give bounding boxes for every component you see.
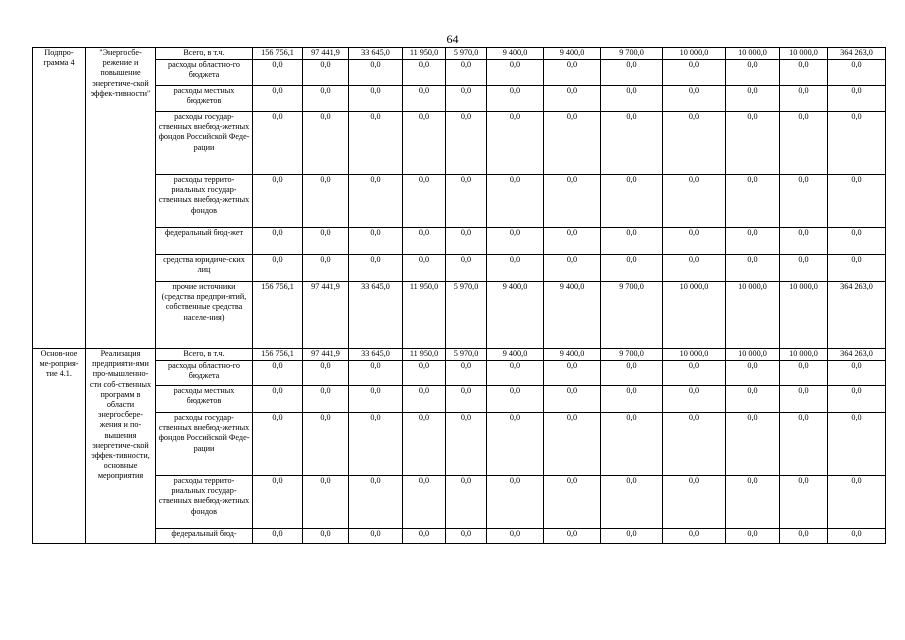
funding-source-cell: расходы местных бюджетов [156, 386, 253, 413]
amount-cell-y9: 0,0 [726, 413, 780, 476]
amount-cell-y10: 0,0 [780, 228, 828, 255]
table-row [33, 86, 886, 112]
amount-cell-y5: 0,0 [487, 112, 544, 175]
amount-cell-y9: 0,0 [726, 60, 780, 86]
program-name-cell: Реализация предприяти-ями про-мышленно-сти соб-ственных программ в области энергосбере-жения и по-вышения энергетиче-ской эффек-тивности, основные мероприятия [86, 349, 156, 544]
amount-cell-y8: 0,0 [663, 413, 726, 476]
amount-cell-y2: 0,0 [349, 255, 403, 282]
amount-cell-y6: 0,0 [544, 529, 601, 544]
amount-cell-y11: 364 263,0 [828, 48, 886, 60]
amount-cell-y6: 0,0 [544, 228, 601, 255]
amount-cell-y4: 0,0 [446, 86, 487, 112]
amount-cell-y10: 0,0 [780, 413, 828, 476]
amount-cell-total: 0,0 [253, 476, 303, 529]
amount-cell-y4: 0,0 [446, 255, 487, 282]
funding-source-cell: Всего, в т.ч. [156, 349, 253, 361]
amount-cell-total: 0,0 [253, 112, 303, 175]
amount-cell-y3: 11 950,0 [403, 48, 446, 60]
amount-cell-y4: 0,0 [446, 361, 487, 386]
program-name-cell: "Энергосбе-режение и повышение энергетиче-ской эффек-тивности" [86, 48, 156, 349]
amount-cell-y1: 0,0 [303, 413, 349, 476]
amount-cell-y1: 0,0 [303, 386, 349, 413]
amount-cell-total: 156 756,1 [253, 349, 303, 361]
amount-cell-y5: 0,0 [487, 255, 544, 282]
amount-cell-y8: 0,0 [663, 361, 726, 386]
funding-source-cell: Всего, в т.ч. [156, 48, 253, 60]
amount-cell-y9: 10 000,0 [726, 48, 780, 60]
amount-cell-y6: 0,0 [544, 476, 601, 529]
amount-cell-y9: 10 000,0 [726, 349, 780, 361]
amount-cell-y8: 0,0 [663, 60, 726, 86]
amount-cell-y4: 0,0 [446, 476, 487, 529]
amount-cell-y8: 0,0 [663, 476, 726, 529]
amount-cell-y10: 10 000,0 [780, 349, 828, 361]
amount-cell-y9: 0,0 [726, 476, 780, 529]
amount-cell-y1: 0,0 [303, 529, 349, 544]
amount-cell-total: 0,0 [253, 413, 303, 476]
amount-cell-y11: 0,0 [828, 361, 886, 386]
amount-cell-y1: 97 441,9 [303, 282, 349, 349]
funding-table [32, 47, 886, 544]
amount-cell-y7: 0,0 [601, 112, 663, 175]
amount-cell-y4: 5 970,0 [446, 349, 487, 361]
amount-cell-y2: 0,0 [349, 413, 403, 476]
amount-cell-y11: 364 263,0 [828, 282, 886, 349]
amount-cell-y6: 9 400,0 [544, 282, 601, 349]
amount-cell-y5: 0,0 [487, 361, 544, 386]
amount-cell-y5: 0,0 [487, 60, 544, 86]
table-row [33, 112, 886, 175]
amount-cell-y11: 0,0 [828, 529, 886, 544]
amount-cell-y7: 0,0 [601, 413, 663, 476]
amount-cell-y2: 33 645,0 [349, 282, 403, 349]
amount-cell-y7: 9 700,0 [601, 349, 663, 361]
amount-cell-y3: 0,0 [403, 255, 446, 282]
funding-source-cell: расходы областно-го бюджета [156, 60, 253, 86]
amount-cell-y1: 0,0 [303, 476, 349, 529]
amount-cell-y9: 0,0 [726, 228, 780, 255]
amount-cell-y7: 0,0 [601, 361, 663, 386]
amount-cell-y11: 0,0 [828, 413, 886, 476]
amount-cell-y1: 0,0 [303, 255, 349, 282]
amount-cell-y4: 0,0 [446, 112, 487, 175]
amount-cell-y3: 0,0 [403, 361, 446, 386]
amount-cell-y7: 0,0 [601, 386, 663, 413]
table-row [33, 529, 886, 544]
amount-cell-y1: 0,0 [303, 60, 349, 86]
amount-cell-y9: 0,0 [726, 361, 780, 386]
amount-cell-y5: 9 400,0 [487, 48, 544, 60]
amount-cell-total: 156 756,1 [253, 48, 303, 60]
amount-cell-y4: 0,0 [446, 386, 487, 413]
amount-cell-y6: 0,0 [544, 175, 601, 228]
table-row [33, 386, 886, 413]
amount-cell-y7: 9 700,0 [601, 48, 663, 60]
funding-source-cell: федеральный бюд- [156, 529, 253, 544]
funding-source-cell: расходы государ-ственных внебюд-жетных фондов Российской Феде-рации [156, 413, 253, 476]
amount-cell-y4: 5 970,0 [446, 48, 487, 60]
amount-cell-y2: 0,0 [349, 386, 403, 413]
amount-cell-y7: 0,0 [601, 476, 663, 529]
amount-cell-y2: 0,0 [349, 529, 403, 544]
amount-cell-y9: 10 000,0 [726, 282, 780, 349]
table-row [33, 476, 886, 529]
amount-cell-y9: 0,0 [726, 255, 780, 282]
amount-cell-y9: 0,0 [726, 175, 780, 228]
amount-cell-y2: 0,0 [349, 112, 403, 175]
table-row [33, 228, 886, 255]
amount-cell-y11: 0,0 [828, 228, 886, 255]
amount-cell-y3: 0,0 [403, 228, 446, 255]
amount-cell-y5: 0,0 [487, 476, 544, 529]
amount-cell-y10: 0,0 [780, 112, 828, 175]
amount-cell-y2: 0,0 [349, 361, 403, 386]
amount-cell-y11: 0,0 [828, 86, 886, 112]
amount-cell-y1: 97 441,9 [303, 349, 349, 361]
amount-cell-y5: 0,0 [487, 86, 544, 112]
table-row [33, 282, 886, 349]
amount-cell-y9: 0,0 [726, 112, 780, 175]
amount-cell-total: 0,0 [253, 361, 303, 386]
amount-cell-y2: 0,0 [349, 476, 403, 529]
amount-cell-y8: 0,0 [663, 112, 726, 175]
funding-source-cell: расходы областно-го бюджета [156, 361, 253, 386]
amount-cell-y2: 0,0 [349, 175, 403, 228]
amount-cell-y6: 0,0 [544, 112, 601, 175]
table-body [33, 48, 886, 544]
amount-cell-y4: 5 970,0 [446, 282, 487, 349]
amount-cell-y6: 0,0 [544, 386, 601, 413]
amount-cell-y7: 0,0 [601, 86, 663, 112]
table-row [33, 48, 886, 60]
amount-cell-y4: 0,0 [446, 529, 487, 544]
amount-cell-y2: 0,0 [349, 60, 403, 86]
funding-source-cell: средства юридиче-ских лиц [156, 255, 253, 282]
amount-cell-y6: 9 400,0 [544, 349, 601, 361]
amount-cell-y4: 0,0 [446, 228, 487, 255]
amount-cell-y1: 97 441,9 [303, 48, 349, 60]
amount-cell-y11: 0,0 [828, 255, 886, 282]
amount-cell-y3: 11 950,0 [403, 282, 446, 349]
amount-cell-y1: 0,0 [303, 112, 349, 175]
amount-cell-y8: 0,0 [663, 255, 726, 282]
program-status-cell: Основ-ное ме-роприя-тие 4.1. [33, 349, 86, 544]
amount-cell-y8: 10 000,0 [663, 349, 726, 361]
amount-cell-y3: 11 950,0 [403, 349, 446, 361]
amount-cell-y3: 0,0 [403, 175, 446, 228]
funding-source-cell: расходы террито-риальных государ-ственных внебюд-жетных фондов [156, 175, 253, 228]
amount-cell-y6: 9 400,0 [544, 48, 601, 60]
amount-cell-y5: 0,0 [487, 228, 544, 255]
amount-cell-y11: 364 263,0 [828, 349, 886, 361]
funding-source-cell: прочие источники (средства предпри-ятий, собственные средства населе-ния) [156, 282, 253, 349]
amount-cell-total: 0,0 [253, 175, 303, 228]
amount-cell-y10: 0,0 [780, 255, 828, 282]
amount-cell-y7: 0,0 [601, 175, 663, 228]
amount-cell-y5: 0,0 [487, 175, 544, 228]
amount-cell-y10: 0,0 [780, 86, 828, 112]
amount-cell-y6: 0,0 [544, 86, 601, 112]
amount-cell-y7: 9 700,0 [601, 282, 663, 349]
table-row [33, 255, 886, 282]
amount-cell-y5: 0,0 [487, 529, 544, 544]
amount-cell-total: 0,0 [253, 386, 303, 413]
table-row [33, 175, 886, 228]
amount-cell-total: 0,0 [253, 255, 303, 282]
amount-cell-y10: 0,0 [780, 476, 828, 529]
amount-cell-y8: 0,0 [663, 86, 726, 112]
funding-source-cell: расходы государ-ственных внебюд-жетных фондов Российской Феде-рации [156, 112, 253, 175]
amount-cell-y7: 0,0 [601, 60, 663, 86]
amount-cell-y4: 0,0 [446, 175, 487, 228]
amount-cell-y8: 10 000,0 [663, 282, 726, 349]
amount-cell-y3: 0,0 [403, 413, 446, 476]
amount-cell-y7: 0,0 [601, 228, 663, 255]
amount-cell-y10: 0,0 [780, 361, 828, 386]
amount-cell-y8: 0,0 [663, 529, 726, 544]
amount-cell-y5: 0,0 [487, 413, 544, 476]
amount-cell-y3: 0,0 [403, 476, 446, 529]
amount-cell-y10: 0,0 [780, 529, 828, 544]
funding-source-cell: расходы местных бюджетов [156, 86, 253, 112]
amount-cell-y3: 0,0 [403, 112, 446, 175]
amount-cell-y7: 0,0 [601, 529, 663, 544]
amount-cell-y4: 0,0 [446, 60, 487, 86]
amount-cell-y5: 9 400,0 [487, 349, 544, 361]
table-row [33, 60, 886, 86]
amount-cell-y3: 0,0 [403, 386, 446, 413]
amount-cell-y6: 0,0 [544, 413, 601, 476]
amount-cell-y2: 0,0 [349, 228, 403, 255]
amount-cell-y11: 0,0 [828, 476, 886, 529]
funding-source-cell: расходы террито-риальных государ-ственных внебюд-жетных фондов [156, 476, 253, 529]
amount-cell-y2: 33 645,0 [349, 48, 403, 60]
amount-cell-y6: 0,0 [544, 255, 601, 282]
amount-cell-y1: 0,0 [303, 361, 349, 386]
amount-cell-y3: 0,0 [403, 86, 446, 112]
amount-cell-y9: 0,0 [726, 86, 780, 112]
table-row [33, 349, 886, 361]
amount-cell-y1: 0,0 [303, 86, 349, 112]
amount-cell-y9: 0,0 [726, 529, 780, 544]
amount-cell-y11: 0,0 [828, 175, 886, 228]
program-status-cell: Подпро-грамма 4 [33, 48, 86, 349]
amount-cell-y2: 0,0 [349, 86, 403, 112]
amount-cell-y6: 0,0 [544, 361, 601, 386]
amount-cell-total: 0,0 [253, 86, 303, 112]
amount-cell-y5: 9 400,0 [487, 282, 544, 349]
amount-cell-y2: 33 645,0 [349, 349, 403, 361]
amount-cell-y10: 0,0 [780, 60, 828, 86]
table-row [33, 413, 886, 476]
amount-cell-y9: 0,0 [726, 386, 780, 413]
amount-cell-y1: 0,0 [303, 228, 349, 255]
amount-cell-total: 0,0 [253, 60, 303, 86]
amount-cell-total: 0,0 [253, 529, 303, 544]
amount-cell-y8: 0,0 [663, 175, 726, 228]
amount-cell-y3: 0,0 [403, 60, 446, 86]
amount-cell-y3: 0,0 [403, 529, 446, 544]
page-number: 64 [446, 32, 459, 46]
amount-cell-y4: 0,0 [446, 413, 487, 476]
amount-cell-y1: 0,0 [303, 175, 349, 228]
amount-cell-y7: 0,0 [601, 255, 663, 282]
table-row [33, 361, 886, 386]
amount-cell-y5: 0,0 [487, 386, 544, 413]
amount-cell-y8: 0,0 [663, 386, 726, 413]
amount-cell-y11: 0,0 [828, 112, 886, 175]
amount-cell-total: 0,0 [253, 228, 303, 255]
amount-cell-y8: 0,0 [663, 228, 726, 255]
amount-cell-y10: 0,0 [780, 386, 828, 413]
amount-cell-y10: 0,0 [780, 175, 828, 228]
amount-cell-y11: 0,0 [828, 386, 886, 413]
funding-source-cell: федеральный бюд-жет [156, 228, 253, 255]
amount-cell-y6: 0,0 [544, 60, 601, 86]
amount-cell-y11: 0,0 [828, 60, 886, 86]
amount-cell-y10: 10 000,0 [780, 282, 828, 349]
amount-cell-y10: 10 000,0 [780, 48, 828, 60]
amount-cell-y8: 10 000,0 [663, 48, 726, 60]
amount-cell-total: 156 756,1 [253, 282, 303, 349]
